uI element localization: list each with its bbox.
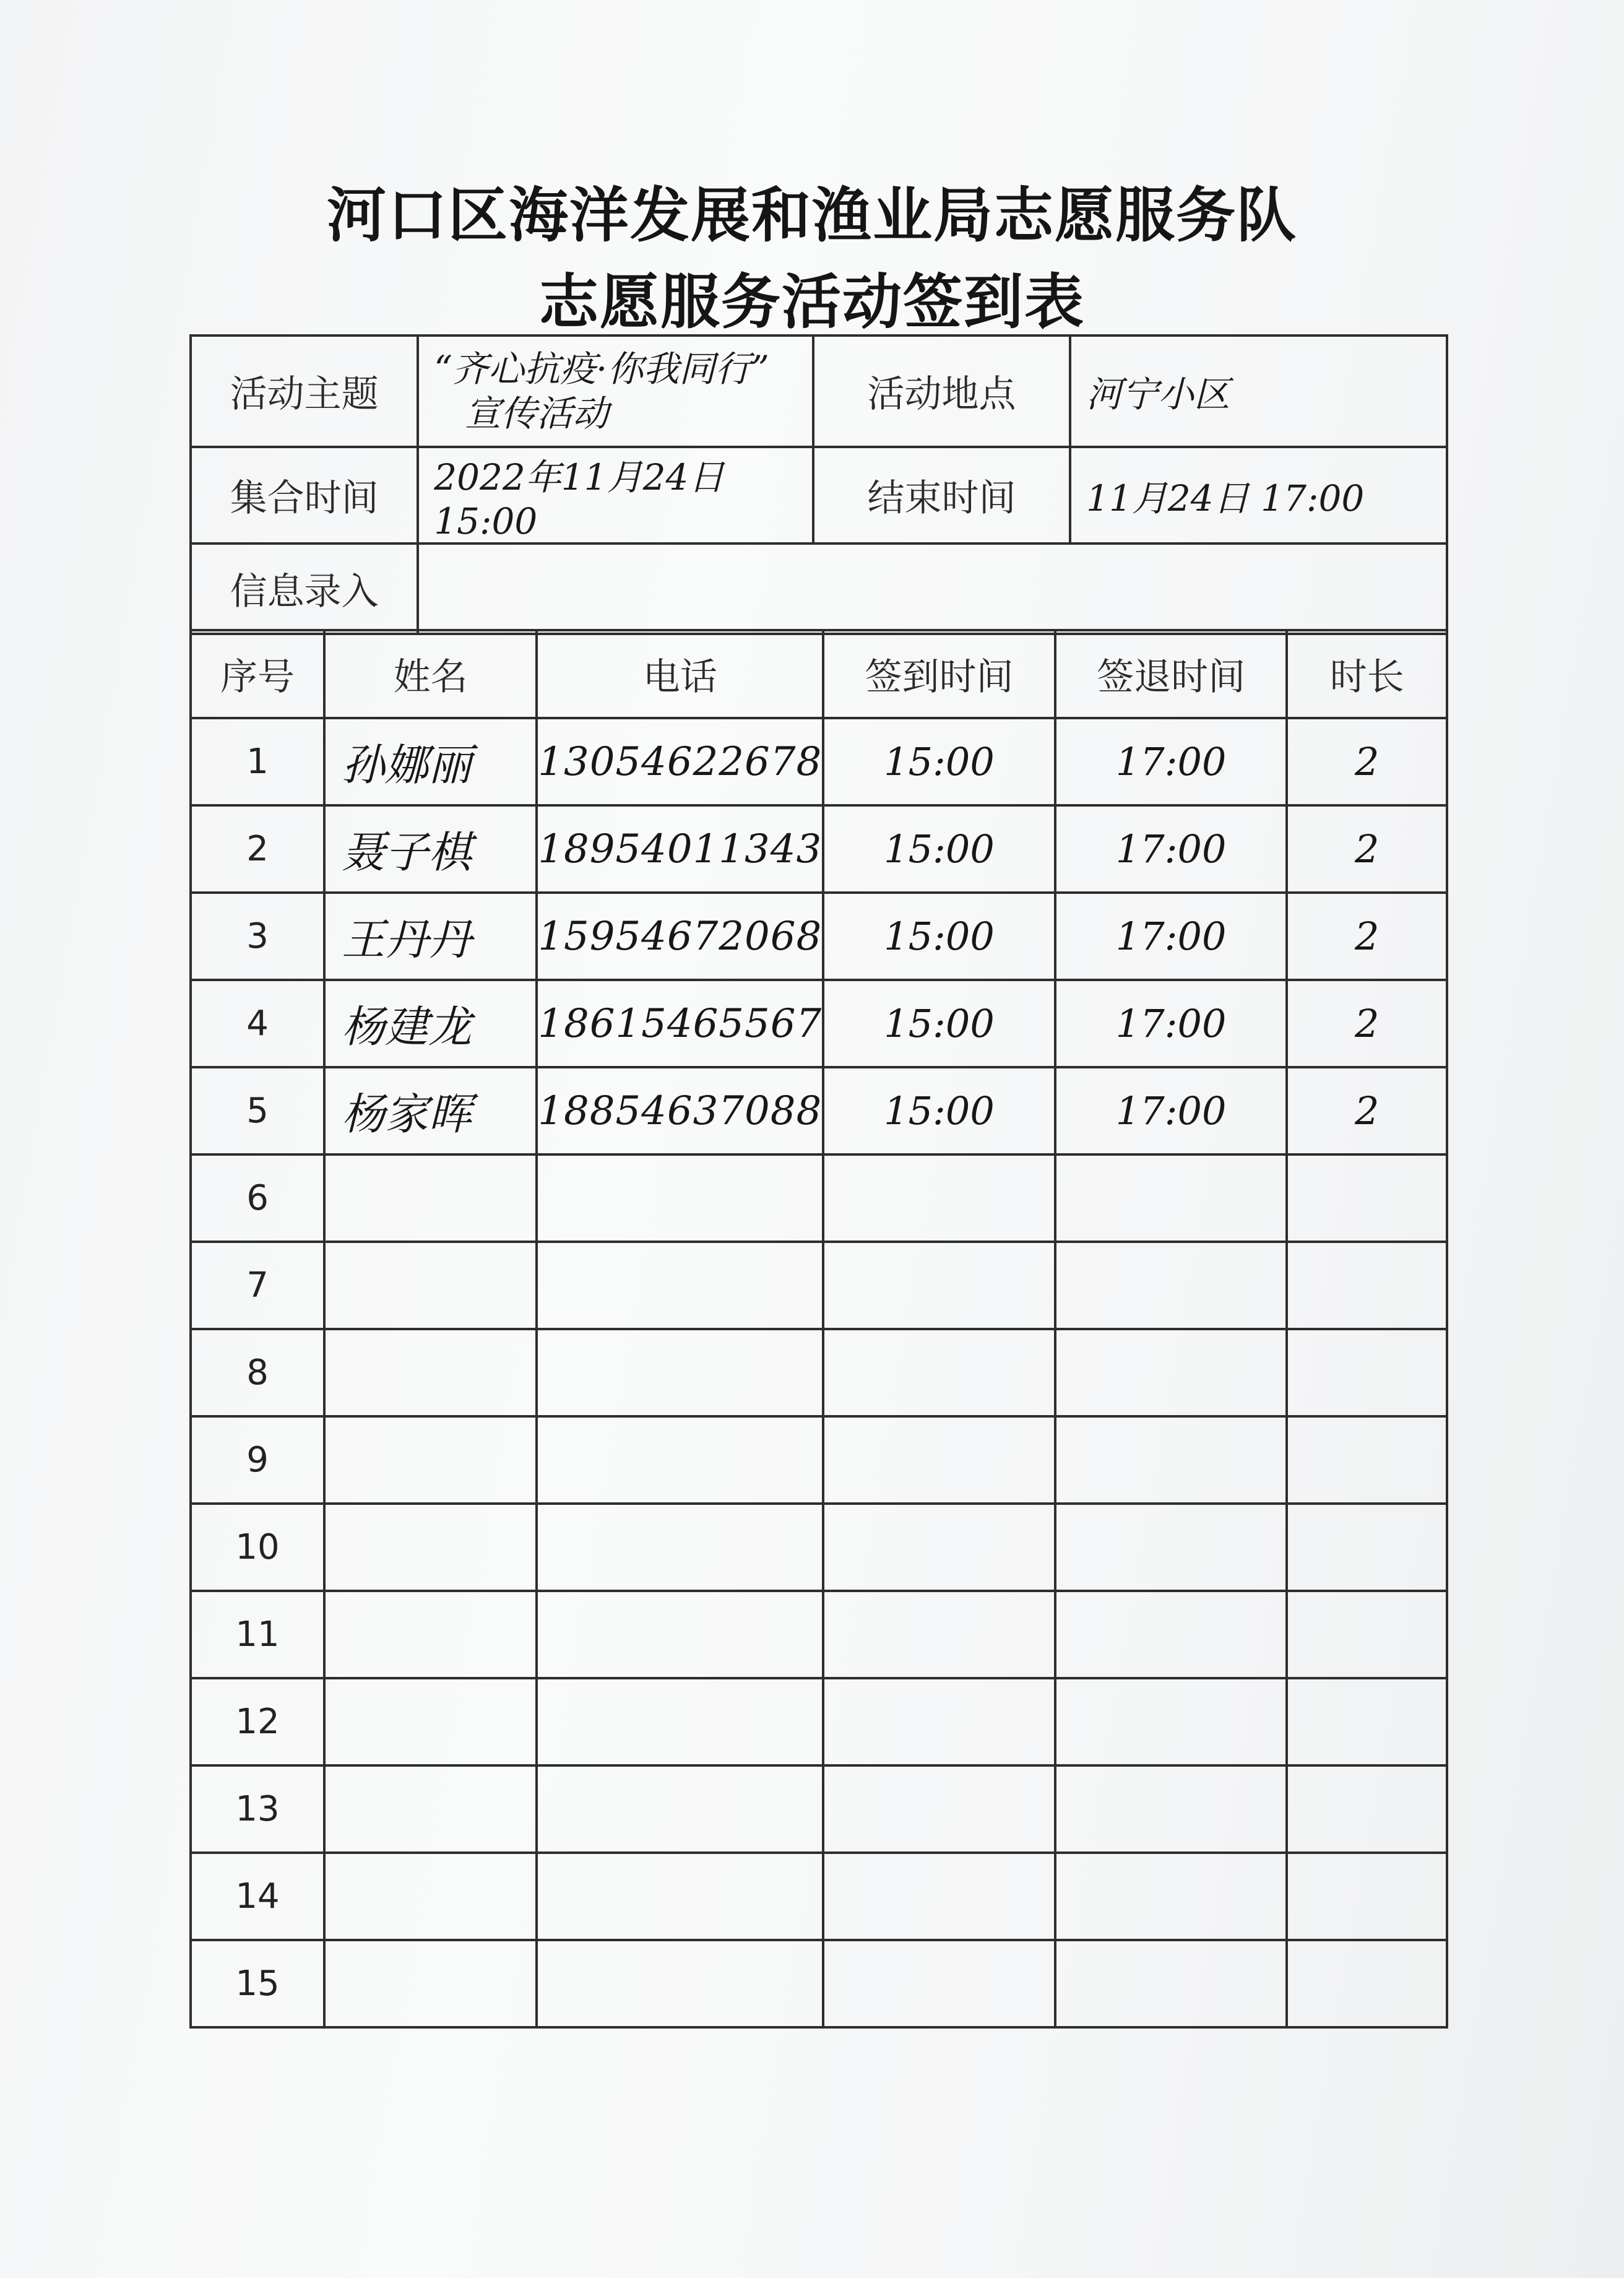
row-sign-out-time: 17:00 bbox=[1055, 805, 1287, 893]
table-row bbox=[191, 1154, 1447, 1242]
row-phone bbox=[537, 1416, 823, 1504]
row-duration bbox=[1287, 1853, 1447, 1940]
row-phone bbox=[537, 1765, 823, 1853]
row-phone bbox=[537, 1678, 823, 1765]
row-sign-in-time: 15:00 bbox=[823, 1067, 1055, 1154]
header-number: 序号 bbox=[191, 630, 324, 718]
row-sign-in-time bbox=[823, 1154, 1055, 1242]
header-sign-in-time: 签到时间 bbox=[823, 630, 1055, 718]
row-sign-in-time bbox=[823, 1940, 1055, 2027]
row-duration bbox=[1287, 1242, 1447, 1329]
row-name bbox=[324, 1678, 537, 1765]
row-phone: 18854637088 bbox=[537, 1067, 823, 1154]
row-sign-out-time bbox=[1055, 1504, 1287, 1591]
gather-time-value: 2022年11月24日 15:00 bbox=[418, 447, 813, 544]
table-row bbox=[191, 1416, 1447, 1504]
row-number: 11 bbox=[191, 1591, 324, 1678]
row-name: 聂子棋 bbox=[324, 805, 537, 893]
row-name: 王丹丹 bbox=[324, 893, 537, 980]
row-number: 6 bbox=[191, 1154, 324, 1242]
info-entry-label: 信息录入 bbox=[191, 544, 418, 634]
row-duration: 2 bbox=[1287, 893, 1447, 980]
row-sign-out-time: 17:00 bbox=[1055, 718, 1287, 805]
row-sign-in-time: 15:00 bbox=[823, 893, 1055, 980]
header-row bbox=[191, 630, 1447, 718]
row-sign-out-time bbox=[1055, 1765, 1287, 1853]
table-row bbox=[191, 805, 1447, 893]
row-number: 13 bbox=[191, 1765, 324, 1853]
row-number: 8 bbox=[191, 1329, 324, 1416]
row-name bbox=[324, 1940, 537, 2027]
row-phone bbox=[537, 1154, 823, 1242]
row-sign-in-time bbox=[823, 1242, 1055, 1329]
row-phone: 13054622678 bbox=[537, 718, 823, 805]
table-row bbox=[191, 1067, 1447, 1154]
theme-value bbox=[418, 336, 813, 447]
row-phone bbox=[537, 1853, 823, 1940]
row-sign-in-time: 15:00 bbox=[823, 805, 1055, 893]
table-row bbox=[191, 1678, 1447, 1765]
end-time-label: 结束时间 bbox=[813, 447, 1070, 544]
row-number: 10 bbox=[191, 1504, 324, 1591]
row-phone: 18954011343 bbox=[537, 805, 823, 893]
row-sign-out-time bbox=[1055, 1940, 1287, 2027]
row-number: 9 bbox=[191, 1416, 324, 1504]
row-name bbox=[324, 1329, 537, 1416]
row-name bbox=[324, 1154, 537, 1242]
row-duration: 2 bbox=[1287, 980, 1447, 1067]
table-row bbox=[191, 1853, 1447, 1940]
row-phone: 18615465567 bbox=[537, 980, 823, 1067]
row-name: 孙娜丽 bbox=[324, 718, 537, 805]
row-name bbox=[324, 1591, 537, 1678]
table-row bbox=[191, 1329, 1447, 1416]
row-phone bbox=[537, 1591, 823, 1678]
row-sign-out-time bbox=[1055, 1242, 1287, 1329]
table-row bbox=[191, 1940, 1447, 2027]
row-sign-in-time: 15:00 bbox=[823, 718, 1055, 805]
row-duration bbox=[1287, 1678, 1447, 1765]
theme-value-line1: “齐心抗疫·你我同行” bbox=[434, 347, 769, 390]
row-phone bbox=[537, 1940, 823, 2027]
row-sign-out-time: 17:00 bbox=[1055, 1067, 1287, 1154]
location-label: 活动地点 bbox=[813, 336, 1070, 447]
table-row bbox=[191, 1242, 1447, 1329]
row-name bbox=[324, 1765, 537, 1853]
row-sign-in-time bbox=[823, 1329, 1055, 1416]
row-number: 12 bbox=[191, 1678, 324, 1765]
row-number: 14 bbox=[191, 1853, 324, 1940]
row-name bbox=[324, 1504, 537, 1591]
header-name: 姓名 bbox=[324, 630, 537, 718]
row-sign-in-time bbox=[823, 1591, 1055, 1678]
row-name bbox=[324, 1853, 537, 1940]
theme-value-line2: 宣传活动 bbox=[465, 392, 609, 435]
row-duration: 2 bbox=[1287, 1067, 1447, 1154]
signin-table bbox=[189, 629, 1448, 2029]
row-name bbox=[324, 1416, 537, 1504]
row-sign-out-time bbox=[1055, 1678, 1287, 1765]
row-sign-out-time bbox=[1055, 1416, 1287, 1504]
row-sign-out-time bbox=[1055, 1591, 1287, 1678]
row-phone bbox=[537, 1329, 823, 1416]
row-duration bbox=[1287, 1329, 1447, 1416]
row-sign-out-time bbox=[1055, 1154, 1287, 1242]
row-duration bbox=[1287, 1940, 1447, 2027]
row-sign-in-time bbox=[823, 1853, 1055, 1940]
table-row bbox=[191, 980, 1447, 1067]
theme-label: 活动主题 bbox=[191, 336, 418, 447]
row-duration bbox=[1287, 1154, 1447, 1242]
row-duration bbox=[1287, 1416, 1447, 1504]
document-subtitle: 志愿服务活动签到表 bbox=[539, 267, 1085, 337]
activity-info-table bbox=[189, 334, 1448, 635]
header-sign-out-time: 签退时间 bbox=[1055, 630, 1287, 718]
row-sign-in-time: 15:00 bbox=[823, 980, 1055, 1067]
row-duration bbox=[1287, 1765, 1447, 1853]
row-number: 4 bbox=[191, 980, 324, 1067]
info-entry-value bbox=[418, 544, 1447, 634]
row-duration: 2 bbox=[1287, 805, 1447, 893]
location-value: 河宁小区 bbox=[1070, 336, 1447, 447]
gather-time-label: 集合时间 bbox=[191, 447, 418, 544]
row-sign-in-time bbox=[823, 1504, 1055, 1591]
row-sign-out-time: 17:00 bbox=[1055, 980, 1287, 1067]
row-number: 3 bbox=[191, 893, 324, 980]
signin-rows bbox=[191, 718, 1447, 2027]
table-row bbox=[191, 1504, 1447, 1591]
row-sign-in-time bbox=[823, 1678, 1055, 1765]
row-sign-out-time bbox=[1055, 1853, 1287, 1940]
row-duration: 2 bbox=[1287, 718, 1447, 805]
row-duration bbox=[1287, 1504, 1447, 1591]
table-row bbox=[191, 893, 1447, 980]
row-name: 杨家晖 bbox=[324, 1067, 537, 1154]
row-phone: 15954672068 bbox=[537, 893, 823, 980]
row-name bbox=[324, 1242, 537, 1329]
row-phone bbox=[537, 1242, 823, 1329]
row-duration bbox=[1287, 1591, 1447, 1678]
table-row bbox=[191, 1591, 1447, 1678]
document-title: 河口区海洋发展和渔业局志愿服务队 bbox=[327, 181, 1297, 250]
row-sign-in-time bbox=[823, 1416, 1055, 1504]
row-sign-out-time: 17:00 bbox=[1055, 893, 1287, 980]
row-sign-in-time bbox=[823, 1765, 1055, 1853]
table-row bbox=[191, 718, 1447, 805]
row-number: 2 bbox=[191, 805, 324, 893]
row-number: 15 bbox=[191, 1940, 324, 2027]
header-phone: 电话 bbox=[537, 630, 823, 718]
header-duration: 时长 bbox=[1287, 630, 1447, 718]
row-number: 5 bbox=[191, 1067, 324, 1154]
row-number: 1 bbox=[191, 718, 324, 805]
table-row bbox=[191, 1765, 1447, 1853]
row-name: 杨建龙 bbox=[324, 980, 537, 1067]
row-sign-out-time bbox=[1055, 1329, 1287, 1416]
end-time-value: 11月24日 17:00 bbox=[1070, 447, 1447, 544]
row-number: 7 bbox=[191, 1242, 324, 1329]
row-phone bbox=[537, 1504, 823, 1591]
